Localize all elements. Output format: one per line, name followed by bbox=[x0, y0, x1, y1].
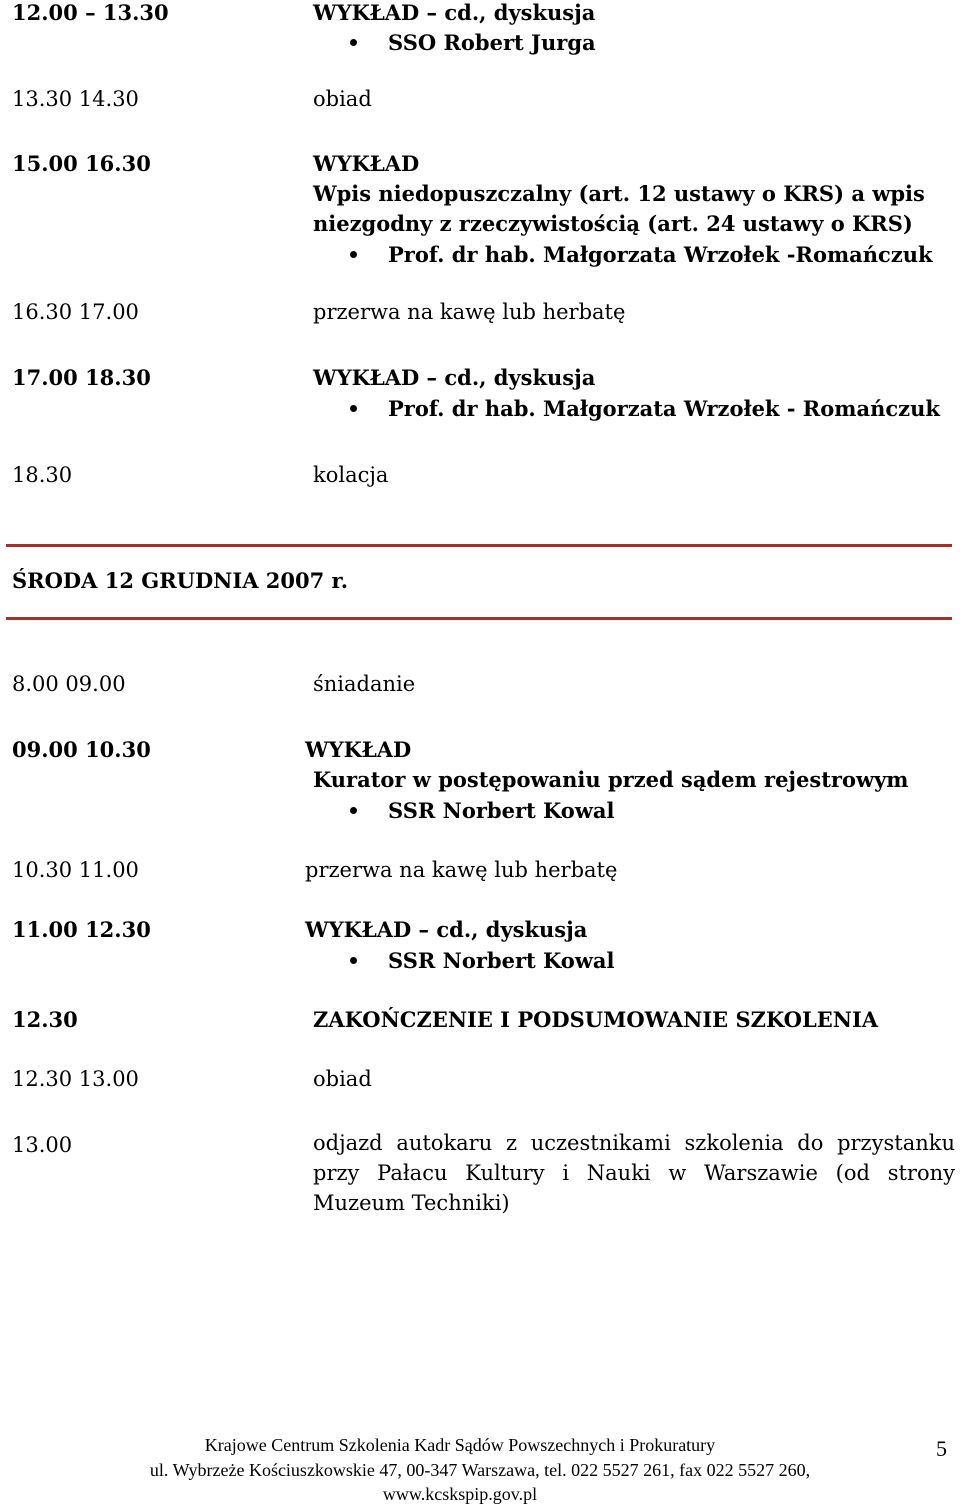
session-title: WYKŁAD – cd., dyskusja bbox=[313, 365, 596, 390]
session-description bbox=[313, 1128, 955, 1218]
time-slot: 17.00 18.30 bbox=[12, 365, 151, 390]
footer-address: ul. Wybrzeże Kościuszkowskie 47, 00-347 Warszawa, tel. 022 5527 261, fax 022 5527 260, bbox=[149, 1460, 811, 1480]
session-title: obiad bbox=[313, 1067, 372, 1091]
session-title: przerwa na kawę lub herbatę bbox=[313, 300, 626, 324]
time-slot: 09.00 10.30 bbox=[12, 737, 151, 762]
page-number: 5 bbox=[936, 1436, 947, 1461]
speaker: SSO Robert Jurga bbox=[388, 30, 596, 55]
session-title: przerwa na kawę lub herbatę bbox=[305, 858, 618, 882]
session-title: obiad bbox=[313, 87, 372, 111]
session-title: WYKŁAD bbox=[313, 151, 420, 176]
time-slot: 11.00 12.30 bbox=[12, 917, 151, 942]
footer-institution: Krajowe Centrum Szkolenia Kadr Sądów Powszechnych i Prokuratury bbox=[204, 1435, 716, 1455]
speaker: Prof. dr hab. Małgorzata Wrzołek - Romańczuk bbox=[388, 396, 940, 421]
speaker: SSR Norbert Kowal bbox=[388, 798, 615, 823]
bullet-icon bbox=[350, 39, 357, 46]
bullet-icon bbox=[350, 957, 357, 964]
speaker: SSR Norbert Kowal bbox=[388, 948, 615, 973]
session-subtitle: Wpis niedopuszczalny (art. 12 ustawy o KRS) a wpis bbox=[313, 181, 925, 206]
time-slot: 10.30 11.00 bbox=[12, 858, 139, 882]
footer-website: www.kcskspip.gov.pl bbox=[382, 1484, 538, 1504]
description-line: Muzeum Techniki) bbox=[313, 1191, 510, 1215]
bullet-icon bbox=[350, 807, 357, 814]
time-slot: 8.00 09.00 bbox=[12, 672, 126, 696]
time-slot: 18.30 bbox=[12, 463, 73, 487]
time-slot: 12.30 bbox=[12, 1007, 78, 1032]
time-slot: 16.30 17.00 bbox=[12, 300, 139, 324]
time-slot: 13.30 14.30 bbox=[12, 87, 139, 111]
divider bbox=[6, 617, 952, 620]
time-slot: 12.30 13.00 bbox=[12, 1067, 139, 1091]
bullet-icon bbox=[350, 405, 357, 412]
session-title: ZAKOŃCZENIE I PODSUMOWANIE SZKOLENIA bbox=[313, 1007, 879, 1032]
divider bbox=[6, 544, 952, 547]
description-line: przy Pałacu Kultury i Nauki w Warszawie (od strony bbox=[313, 1161, 955, 1185]
speaker: Prof. dr hab. Małgorzata Wrzołek -Romańczuk bbox=[388, 242, 933, 267]
session-title: kolacja bbox=[313, 463, 389, 487]
time-slot: 12.00 – 13.30 bbox=[12, 0, 169, 25]
session-title: śniadanie bbox=[313, 672, 416, 696]
time-slot: 13.00 bbox=[12, 1133, 73, 1157]
session-title: WYKŁAD – cd., dyskusja bbox=[313, 0, 596, 25]
bullet-icon bbox=[350, 251, 357, 258]
time-slot: 15.00 16.30 bbox=[12, 151, 151, 176]
day-header: ŚRODA 12 GRUDNIA 2007 r. bbox=[12, 568, 348, 593]
session-title: WYKŁAD – cd., dyskusja bbox=[305, 917, 588, 942]
session-subtitle: Kurator w postępowaniu przed sądem rejestrowym bbox=[313, 767, 909, 792]
session-title: WYKŁAD bbox=[305, 737, 412, 762]
description-line: odjazd autokaru z uczestnikami szkolenia do przystanku bbox=[313, 1131, 955, 1155]
session-subtitle: niezgodny z rzeczywistością (art. 24 ustawy o KRS) bbox=[313, 211, 913, 236]
